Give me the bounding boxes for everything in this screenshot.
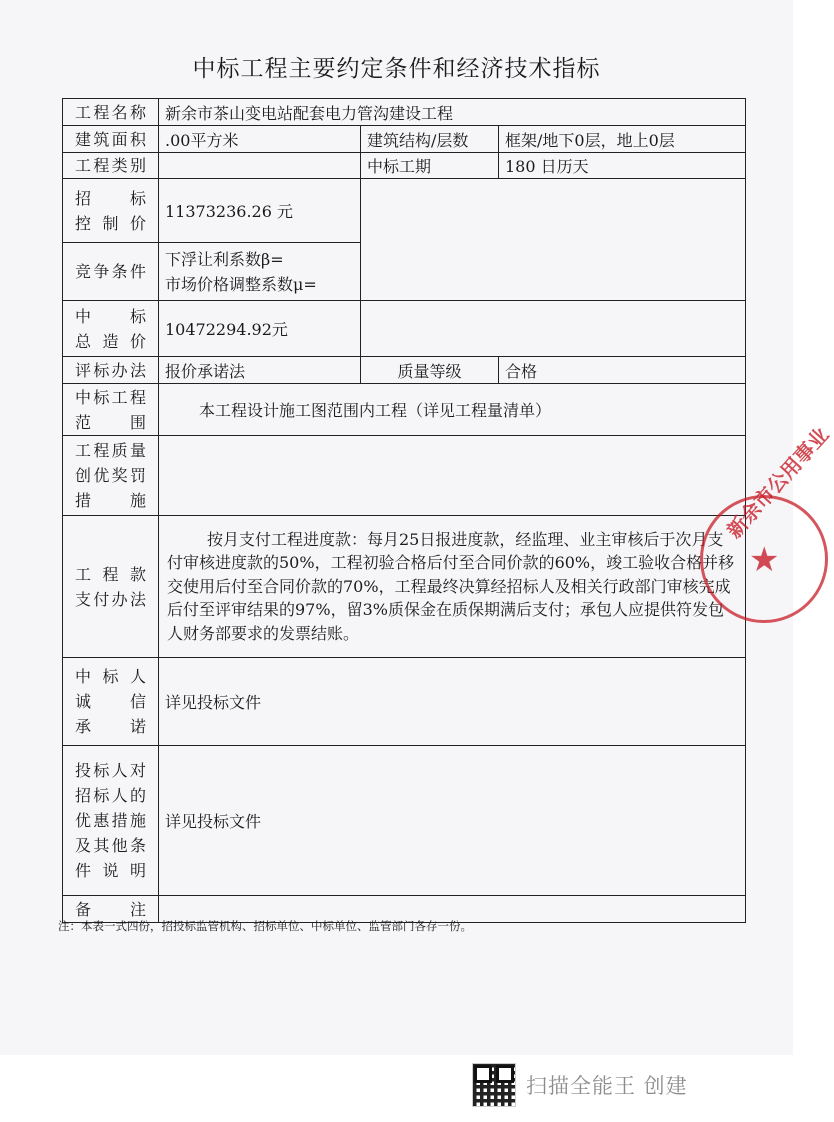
label-duration: 中标工期 — [361, 153, 499, 179]
label-payment: 工 程 款 支付办法 — [63, 516, 159, 658]
row-building-area — [63, 126, 746, 153]
row-total-price — [63, 301, 746, 357]
label-integrity: 中标人 诚 信 承 诺 — [63, 658, 159, 746]
label-total-price: 中 标 总造价 — [63, 301, 159, 357]
value-payment: 按月支付工程进度款：每月25日报进度款，经监理、业主审核后于次月支付审核进度款的50%，工程初验合格后付至合同价款的60%，竣工验收合格并移交使用后付至合同价款的70%，工程最终决算经招标人及相关行政部门审核完成后付至评审结果的97%，留3%质保金在质保期满后支付；承包人应提供符发包人财务部要求的发票结账。 — [159, 516, 746, 658]
label-quality: 质量等级 — [361, 357, 499, 384]
label-remarks: 备注 — [63, 896, 159, 923]
contract-conditions-table — [62, 98, 746, 923]
row-concessions — [63, 746, 746, 896]
document-title: 中标工程主要约定条件和经济技术指标 — [192, 56, 601, 82]
label-project-type: 工程类别 — [63, 153, 159, 179]
label-competition: 竞争条件 — [63, 243, 159, 301]
value-project-type — [159, 153, 361, 179]
beta-coefficient: 下浮让利系数β= — [165, 249, 284, 269]
label-structure: 建筑结构/层数 — [361, 126, 499, 153]
value-total-price: 10472294.92元 — [159, 301, 361, 357]
blank-cell-total — [361, 301, 746, 357]
scanner-app-name: 扫描全能王 创建 — [526, 1074, 688, 1098]
value-control-price: 11373236.26 元 — [159, 179, 361, 243]
mu-coefficient: 市场价格调整系数μ= — [165, 274, 317, 294]
row-quality-reward — [63, 436, 746, 516]
label-building-area: 建筑面积 — [63, 126, 159, 153]
qr-code-icon — [472, 1063, 516, 1107]
scanner-watermark — [472, 1063, 688, 1107]
label-scope: 中标工程 范 围 — [63, 384, 159, 436]
value-structure: 框架/地下0层，地上0层 — [499, 126, 746, 153]
seal-star-icon: ★ — [749, 540, 780, 580]
value-building-area: .00平方米 — [159, 126, 361, 153]
value-evaluation: 报价承诺法 — [159, 357, 361, 384]
value-concessions: 详见投标文件 — [159, 746, 746, 896]
row-scope — [63, 384, 746, 436]
value-duration: 180 日历天 — [499, 153, 746, 179]
seal-text: 新余市公用事业 — [721, 422, 834, 543]
value-scope: 本工程设计施工图范围内工程（详见工程量清单） — [159, 384, 746, 436]
row-evaluation — [63, 357, 746, 384]
label-evaluation: 评标办法 — [63, 357, 159, 384]
value-competition — [159, 243, 361, 301]
row-payment — [63, 516, 746, 658]
row-integrity — [63, 658, 746, 746]
value-quality-reward — [159, 436, 746, 516]
red-seal-stamp — [700, 422, 834, 623]
footnote: 注：本表一式四份，招投标监管机构、招标单位、中标单位、监管部门各存一份。 — [58, 919, 472, 933]
value-project-name: 新余市茶山变电站配套电力管沟建设工程 — [159, 99, 746, 126]
blank-cell-right — [361, 179, 746, 301]
row-project-type — [63, 153, 746, 179]
label-quality-reward: 工程质量 创优奖罚 措 施 — [63, 436, 159, 516]
label-control-price: 招 标 控制价 — [63, 179, 159, 243]
value-integrity: 详见投标文件 — [159, 658, 746, 746]
row-control-price — [63, 179, 746, 243]
label-concessions: 投标人对 招标人的 优惠措施 及其他条 件 说 明 — [63, 746, 159, 896]
value-quality: 合格 — [499, 357, 746, 384]
row-project-name — [63, 99, 746, 126]
label-project-name: 工程名称 — [63, 99, 159, 126]
